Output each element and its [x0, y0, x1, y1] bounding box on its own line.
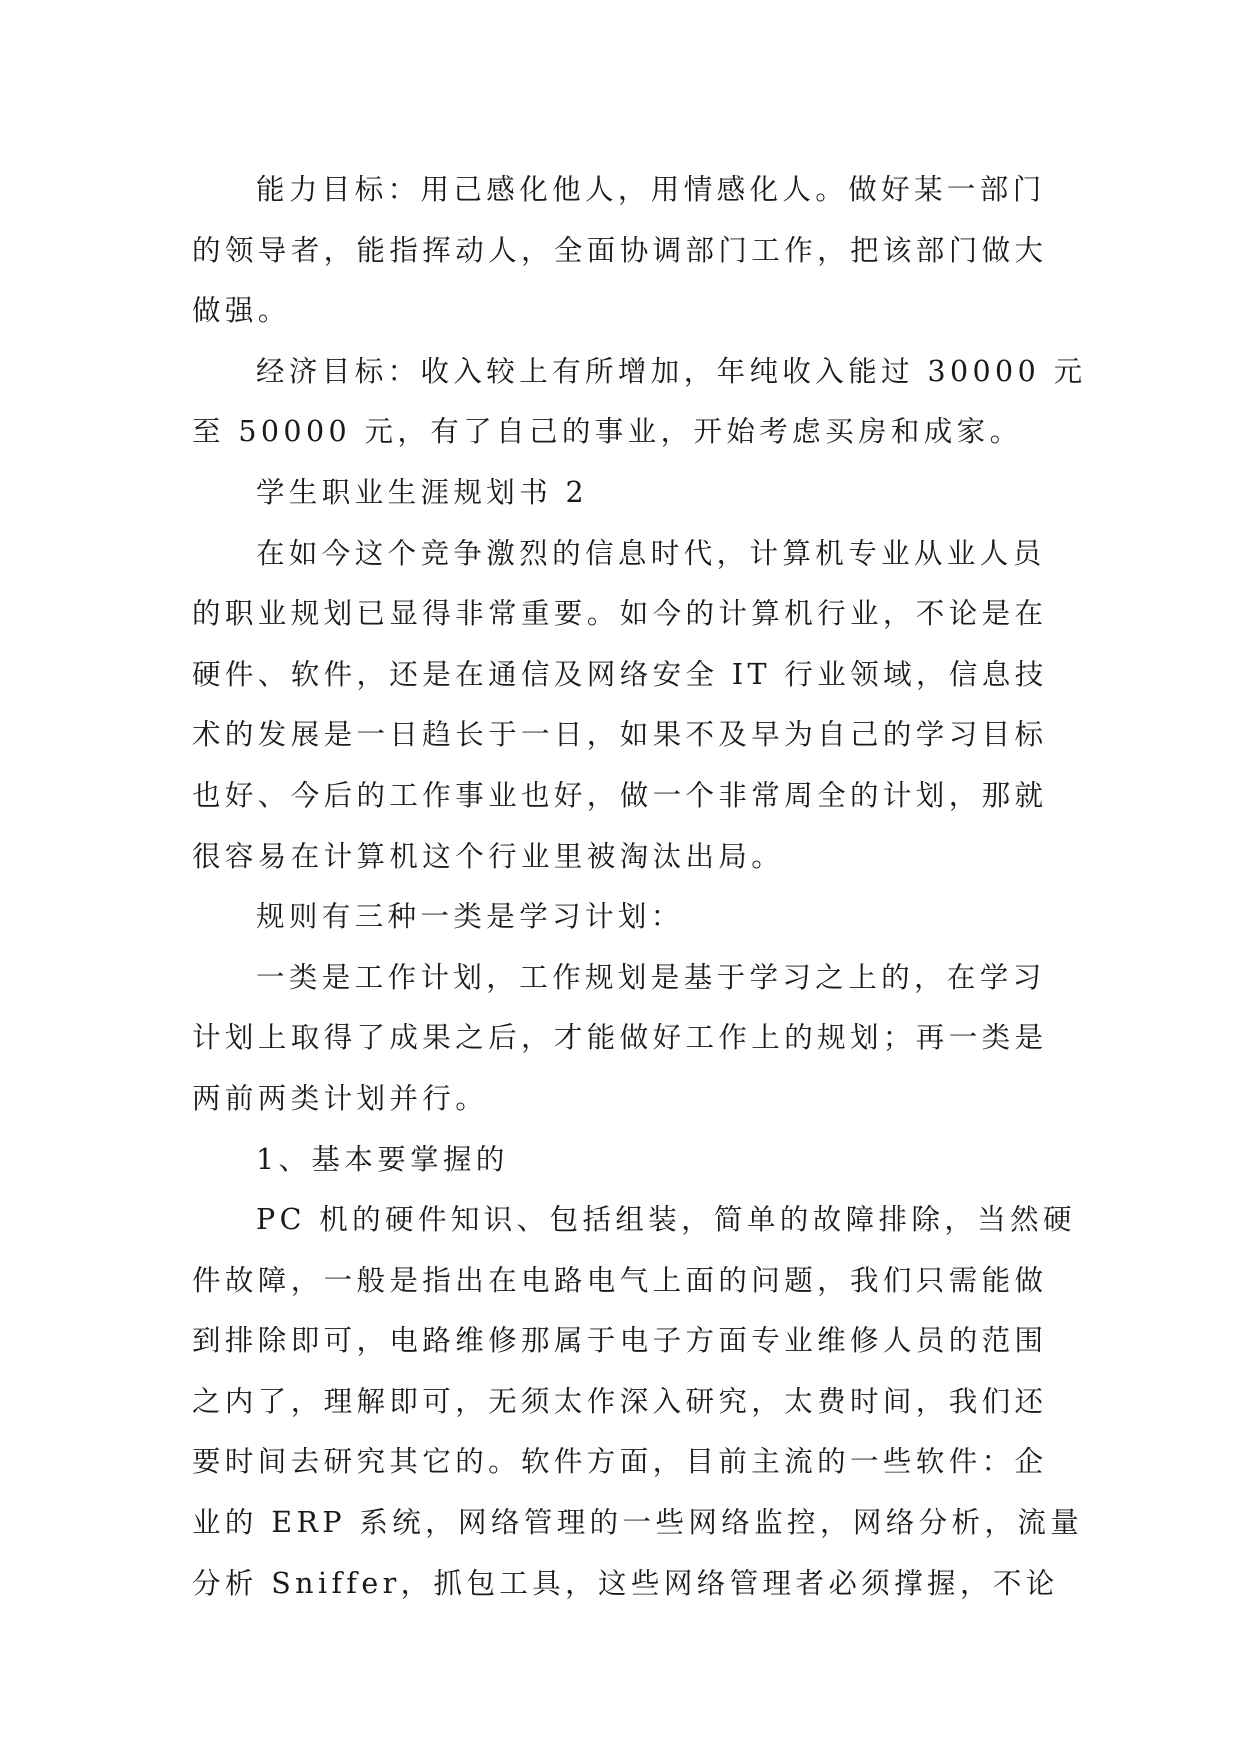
- paragraph-intro: [192, 524, 1052, 888]
- text-line: 在如今这个竞争激烈的信息时代，计算机专业从业人员: [256, 536, 1046, 570]
- text-line: 分析 Sniffer，抓包工具，这些网络管理者必须撑握，不论: [192, 1566, 1059, 1600]
- section-heading: [192, 463, 1052, 524]
- text-line: PC 机的硬件知识、包括组装，简单的故障排除，当然硬: [256, 1203, 1076, 1237]
- text-line: 计划上取得了成果之后，才能做好工作上的规划；再一类是: [192, 1021, 1048, 1055]
- text-line: 至 50000 元，有了自己的事业，开始考虑买房和成家。: [192, 415, 1023, 449]
- text-line: 硬件、软件，还是在通信及网络安全 IT 行业领域，信息技: [192, 657, 1048, 691]
- text-line: 术的发展是一日趋长于一日，如果不及早为自己的学习目标: [192, 718, 1048, 752]
- paragraph-work-plan: [192, 948, 1052, 1130]
- paragraph-ability-goal: [192, 160, 1052, 342]
- text-line: 学生职业生涯规划书 2: [256, 475, 589, 509]
- text-line: 经济目标：收入较上有所增加，年纯收入能过 30000 元: [256, 354, 1087, 388]
- text-line: 规则有三种一类是学习计划：: [256, 900, 684, 934]
- text-line: 能力目标：用己感化他人，用情感化人。做好某一部门: [256, 173, 1046, 206]
- text-line: 业的 ERP 系统，网络管理的一些网络监控，网络分析，流量: [192, 1506, 1084, 1540]
- text-line: 两前两类计划并行。: [192, 1081, 489, 1115]
- text-line: 很容易在计算机这个行业里被淘汰出局。: [192, 839, 785, 873]
- text-line: 做强。: [192, 294, 291, 328]
- paragraph-basics: [192, 1190, 1084, 1614]
- paragraph-economic-goal: [192, 342, 1087, 463]
- text-line: 件故障，一般是指出在电路电气上面的问题，我们只需能做: [192, 1263, 1048, 1297]
- list-heading: [192, 1130, 1052, 1191]
- text-line: 到排除即可，电路维修那属于电子方面专业维修人员的范围: [192, 1324, 1048, 1358]
- text-line: 的职业规划已显得非常重要。如今的计算机行业，不论是在: [192, 597, 1048, 631]
- text-line: 要时间去研究其它的。软件方面，目前主流的一些软件：企: [192, 1445, 1048, 1479]
- text-line: 的领导者，能指挥动人，全面协调部门工作，把该部门做大: [192, 233, 1048, 267]
- text-line: 1、基本要掌握的: [256, 1142, 509, 1176]
- text-line: 一类是工作计划，工作规划是基于学习之上的，在学习: [256, 960, 1046, 994]
- text-line: 也好、今后的工作事业也好，做一个非常周全的计划，那就: [192, 778, 1048, 812]
- text-line: 之内了，理解即可，无须太作深入研究，太费时间，我们还: [192, 1384, 1048, 1418]
- paragraph-plan-types: [192, 887, 1052, 948]
- document-body: [192, 160, 1087, 1614]
